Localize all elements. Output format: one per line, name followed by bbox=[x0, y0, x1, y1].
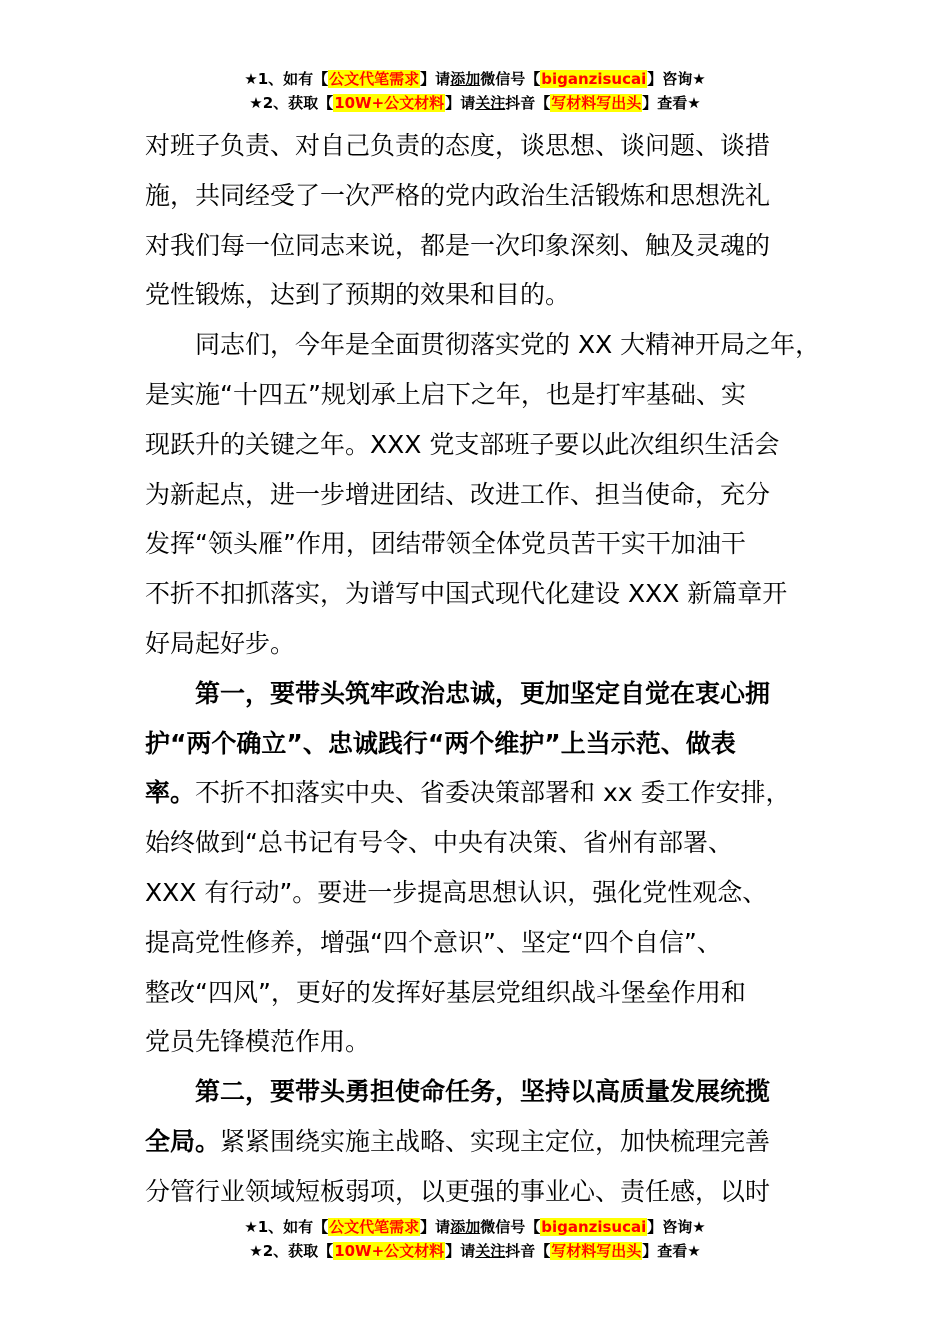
text-line: 为新起点，进一步增进团结、改进工作、担当使命，充分 bbox=[145, 479, 771, 509]
banner-text: 微信号【 bbox=[480, 70, 541, 88]
underlined-text: 关注 bbox=[475, 1242, 506, 1260]
banner-text: 抖音【 bbox=[505, 1242, 551, 1260]
highlight-text: 10W+公文材料 bbox=[334, 94, 445, 112]
highlight-text: 公文代笔需求 bbox=[329, 1218, 420, 1236]
underlined-text: 关注 bbox=[475, 94, 506, 112]
text-line: 提高党性修养，增强“四个意识”、坚定“四个自信”、 bbox=[145, 927, 722, 957]
highlight-text: 写材料写出头 bbox=[551, 94, 642, 112]
heading-line: 第一，要带头筑牢政治忠诚，更加坚定自觉在衷心拥 bbox=[195, 678, 771, 708]
banner-line-2 bbox=[0, 1240, 950, 1264]
text-line: 分管行业领域短板弱项，以更强的事业心、责任感，以时 bbox=[145, 1176, 771, 1206]
heading-line: 护“两个确立”、忠诚践行“两个维护”上当示范、做表 bbox=[145, 728, 736, 758]
text-line: 同志们，今年是全面贯彻落实党的 XX 大精神开局之年， bbox=[195, 330, 821, 360]
body-text: 紧紧围绕实施主战略、实现主定位，加快梳理完善 bbox=[220, 1126, 771, 1156]
banner-text: ★1、如有【 bbox=[244, 70, 329, 88]
banner-text: 】请 bbox=[445, 94, 476, 112]
text-line: 对我们每一位同志来说，都是一次印象深刻、触及灵魂的 bbox=[145, 230, 771, 260]
heading-text: 全局。 bbox=[145, 1126, 221, 1156]
banner-text: ★1、如有【 bbox=[244, 1218, 329, 1236]
footer-banner bbox=[0, 1216, 950, 1264]
text-line bbox=[145, 768, 835, 818]
paragraph-3 bbox=[145, 669, 835, 1067]
highlight-text: 10W+公文材料 bbox=[334, 1242, 445, 1260]
text-line: 现跃升的关键之年。XXX 党支部班子要以此次组织生活会 bbox=[145, 429, 780, 459]
paragraph-4 bbox=[145, 1067, 835, 1216]
text-line bbox=[145, 1117, 835, 1167]
banner-text: ★2、获取【 bbox=[249, 1242, 334, 1260]
document-body bbox=[145, 121, 835, 1217]
text-line: 发挥“领头雁”作用，团结带领全体党员苦干实干加油干 bbox=[145, 529, 746, 559]
heading-text: 率。 bbox=[145, 778, 196, 808]
banner-line-2 bbox=[0, 92, 950, 116]
banner-line-1 bbox=[0, 68, 950, 92]
paragraph-2 bbox=[145, 320, 835, 669]
header-banner bbox=[0, 68, 950, 116]
text-line: 是实施“十四五”规划承上启下之年，也是打牢基础、实 bbox=[145, 379, 746, 409]
text-line: 党员先锋模范作用。 bbox=[145, 1027, 371, 1057]
banner-text: 】请 bbox=[420, 1218, 451, 1236]
banner-text: 】查看★ bbox=[642, 94, 701, 112]
paragraph-1 bbox=[145, 121, 835, 320]
highlight-text: 公文代笔需求 bbox=[329, 70, 420, 88]
heading-line: 第二，要带头勇担使命任务，坚持以高质量发展统揽 bbox=[195, 1077, 771, 1107]
banner-text: 】咨询★ bbox=[647, 1218, 706, 1236]
banner-line-1 bbox=[0, 1216, 950, 1240]
text-line: 施，共同经受了一次严格的党内政治生活锻炼和思想洗礼 bbox=[145, 180, 771, 210]
text-line: 党性锻炼，达到了预期的效果和目的。 bbox=[145, 280, 571, 310]
highlight-text: biganzisucai bbox=[541, 1218, 647, 1236]
text-line: 始终做到“总书记有号令、中央有决策、省州有部署、 bbox=[145, 828, 733, 858]
highlight-text: 写材料写出头 bbox=[551, 1242, 642, 1260]
underlined-text: 添加 bbox=[450, 70, 481, 88]
text-line: 不折不扣抓落实，为谱写中国式现代化建设 XXX 新篇章开 bbox=[145, 579, 788, 609]
banner-text: 抖音【 bbox=[505, 94, 551, 112]
banner-text: 】请 bbox=[445, 1242, 476, 1260]
text-line: 好局起好步。 bbox=[145, 628, 296, 658]
banner-text: 微信号【 bbox=[480, 1218, 541, 1236]
highlight-text: biganzisucai bbox=[541, 70, 647, 88]
underlined-text: 添加 bbox=[450, 1218, 481, 1236]
banner-text: 】咨询★ bbox=[647, 70, 706, 88]
text-line: 整改“四风”，更好的发挥好基层党组织战斗堡垒作用和 bbox=[145, 977, 746, 1007]
text-line: XXX 有行动”。要进一步提高思想认识，强化党性观念、 bbox=[145, 877, 768, 907]
banner-text: 】请 bbox=[420, 70, 451, 88]
body-text: 不折不扣落实中央、省委决策部署和 xx 委工作安排， bbox=[195, 778, 791, 808]
banner-text: 】查看★ bbox=[642, 1242, 701, 1260]
banner-text: ★2、获取【 bbox=[249, 94, 334, 112]
text-line: 对班子负责、对自己负责的态度，谈思想、谈问题、谈措 bbox=[145, 131, 771, 160]
